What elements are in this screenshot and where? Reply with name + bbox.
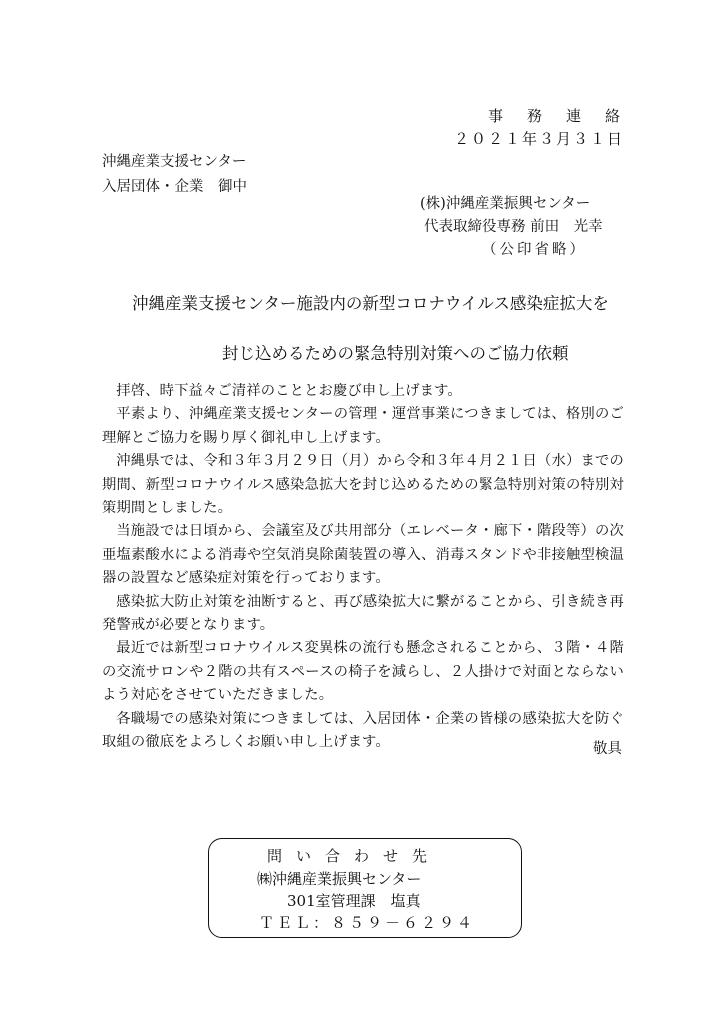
document-title-line-1: 沖縄産業支援センター施設内の新型コロナウイルス感染症拡大を	[132, 294, 609, 313]
body-paragraph: 各職場での感染対策につきましては、入居団体・企業の皆様の感染拡大を防ぐ取組の徹底をよろしくお願い申し上げます。	[102, 710, 624, 751]
contact-department: 301室管理課 塩真	[287, 892, 421, 910]
contact-org: ㈱沖縄産業振興センター	[257, 870, 422, 888]
seal-omitted-note: （公印省略）	[482, 242, 587, 258]
recipient-block	[102, 150, 247, 200]
contact-heading: 問い合わせ先	[267, 847, 442, 865]
notice-type-label: 事務連絡	[487, 107, 644, 125]
body-paragraph: 平素より、沖縄産業支援センターの管理・運営事業につきましては、格別のご理解とご協力を賜り厚く御礼申し上げます。	[102, 406, 624, 446]
body-paragraph: 沖縄県では、令和３年３月２９日（月）から令和３年４月２１日（水）までの期間、新型コロナウイルス感染急拡大を封じ込めるための緊急特別対策の特別対策期間としました。	[102, 453, 624, 517]
sender-org: (株)沖縄産業振興センター	[420, 196, 591, 212]
body-paragraph: 拝啓、時下益々ご清祥のこととお慶び申し上げます。	[116, 383, 462, 399]
body-paragraph: 当施設では日頃から、会議室及び共用部分（エレベータ・廊下・階段等）の次亜塩素酸水による消毒や空気消臭除菌装置の導入、消毒スタンドや非接触型検温器の設置など感染症対策を行っております。	[102, 523, 624, 587]
issue-date: ２０２１年３月３１日	[453, 130, 624, 148]
sender-block	[420, 193, 603, 262]
body-paragraph: 感染拡大防止対策を油断すると、再び感染拡大に繋がることから、引き続き再発警戒が必要となります。	[102, 593, 624, 634]
body-paragraph: 最近では新型コロナウイルス変異株の流行も懸念されることから、３階・４階の交流サロンや２階の共有スペースの椅子を減らし、２人掛けで対面とならないよう対応をさせていただきました。	[102, 640, 624, 704]
closing-word: 敬具	[593, 741, 622, 757]
document-title-line-2: 封じ込めるための緊急特別対策へのご協力依頼	[222, 344, 569, 363]
contact-box	[208, 838, 522, 938]
recipient-line-2: 入居団体・企業 御中	[102, 179, 247, 195]
sender-name: 代表取締役専務 前田 光幸	[424, 219, 603, 235]
body-text	[102, 380, 624, 755]
contact-phone: ＴＥＬ：８５９－６２９４	[259, 914, 476, 932]
recipient-line-1: 沖縄産業支援センター	[102, 154, 247, 170]
